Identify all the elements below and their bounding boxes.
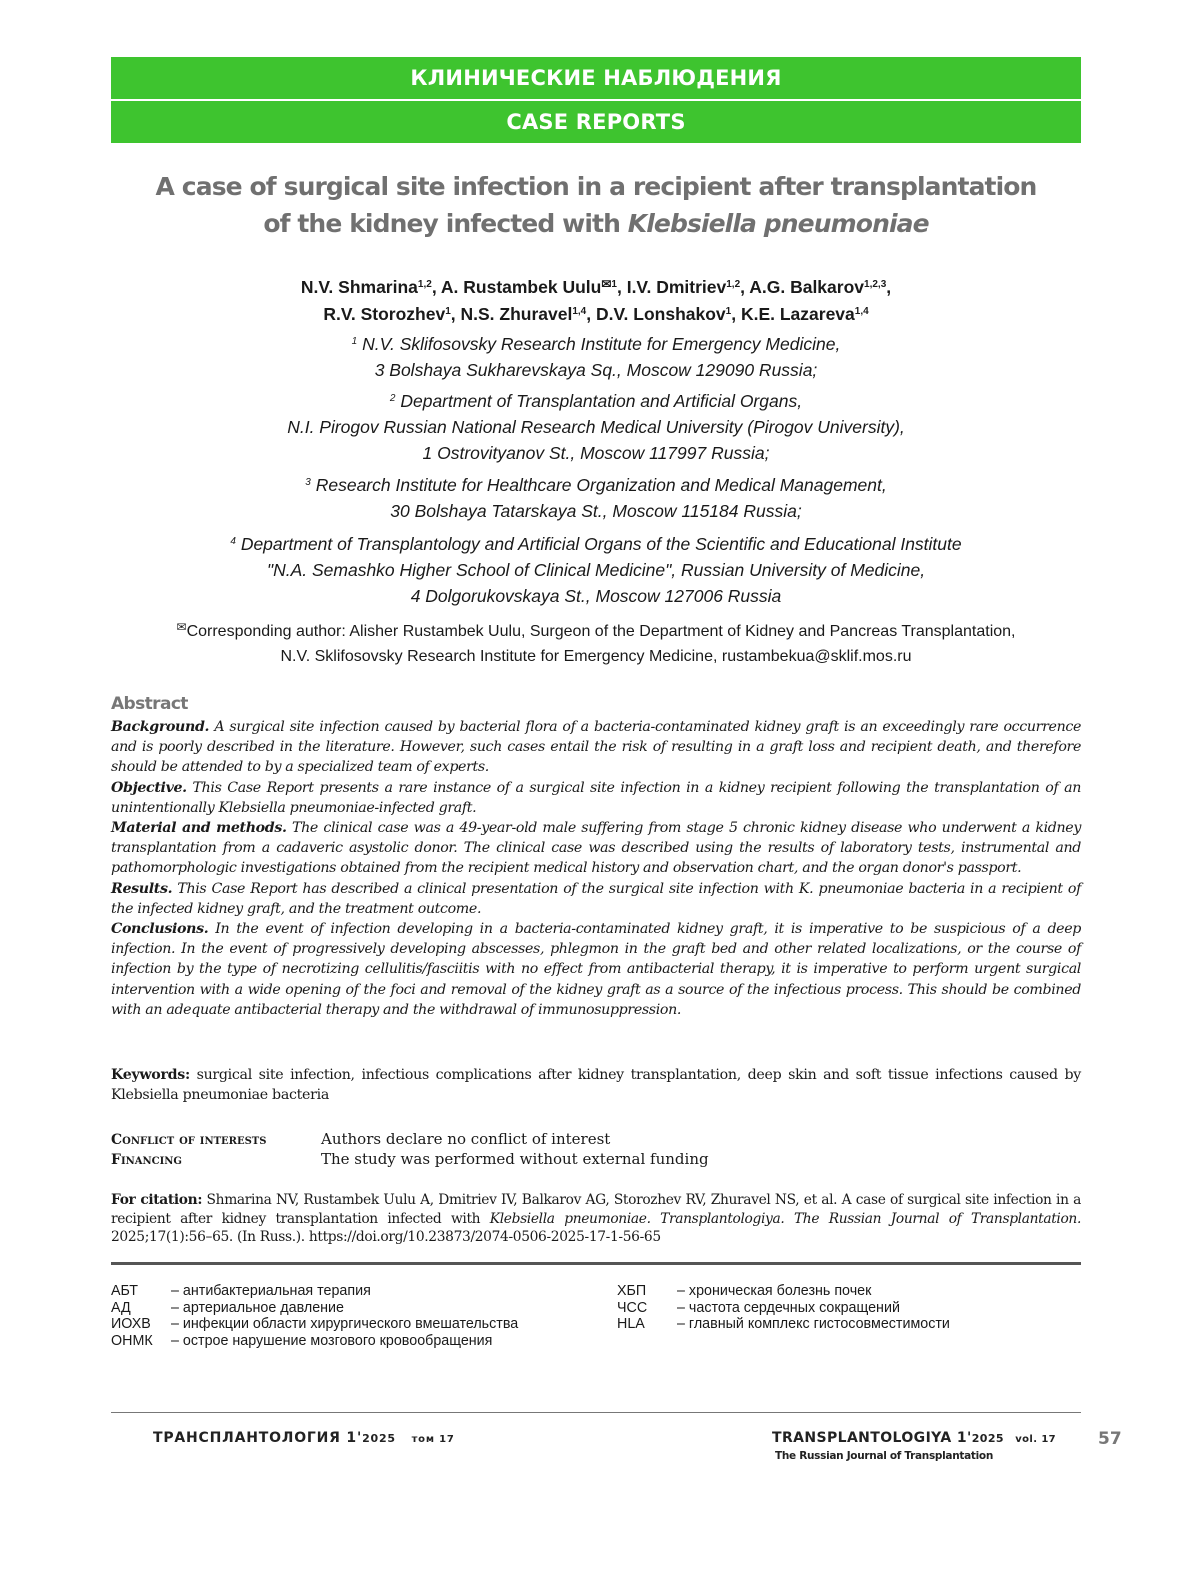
author-affiliation-ref: 1 xyxy=(445,306,451,317)
author: R.V. Storozhev xyxy=(323,304,446,324)
article-title xyxy=(111,168,1081,242)
abbreviation-row xyxy=(111,1300,518,1317)
abbreviation: ХБП xyxy=(617,1283,647,1299)
author: N.V. Shmarina xyxy=(300,277,418,297)
journal-name-en: TRANSPLANTOLOGIYA xyxy=(772,1430,952,1446)
title-organism: Klebsiella pneumoniae xyxy=(627,209,929,238)
affiliation-number: 1 xyxy=(351,336,358,347)
abbreviation-definition: – острое нарушение мозгового кровообращения xyxy=(171,1332,493,1349)
abbreviation: АБТ xyxy=(111,1283,139,1299)
abbreviation: ИОХВ xyxy=(111,1316,151,1332)
abstract-results xyxy=(111,879,1081,919)
issue-number: 1' xyxy=(346,1430,363,1446)
author-affiliation-ref: 1,2,3 xyxy=(864,279,887,290)
abstract-label: Conclusions. xyxy=(111,921,209,938)
author: A. Rustambek Uulu xyxy=(440,277,602,297)
issue-year: 2025 xyxy=(362,1432,396,1445)
author-affiliation-ref: 1,2 xyxy=(726,279,741,290)
conflict-of-interests xyxy=(111,1129,1081,1150)
citation-label: For citation: xyxy=(111,1192,203,1208)
affiliation-line: Department of Transplantation and Artificial Organs, xyxy=(400,391,803,411)
abbreviation-definition: – главный комплекс гистосовместимости xyxy=(677,1316,950,1332)
author: D.V. Lonshakov xyxy=(595,304,726,324)
abstract-background xyxy=(111,717,1081,778)
author: A.G. Balkarov xyxy=(749,277,865,297)
affiliation-line: 1 Ostrovityanov St., Moscow 117997 Russia; xyxy=(422,443,770,463)
conflict-value: Authors declare no conflict of interest xyxy=(321,1130,611,1148)
abbreviation-definition: – инфекции области хирургического вмешательства xyxy=(171,1316,519,1332)
author-list: N.V. Shmarina$^{1,2}$, A. Rustambek Uulu$^{✉1}$, I.V. Dmitriev$^{1,2}$, A.G. Balkarov$^{1,2,3}$, R.V. Storozhev$^1$, N.S. Zhuravel$^{1,4}$, D.V. Lonshakov$^1$, K.E. Lazareva$^{1,4}$ xyxy=(300,277,892,324)
envelope-icon: ✉ xyxy=(601,277,612,291)
journal-name-ru: ТРАНСПЛАНТОЛОГИЯ xyxy=(153,1430,341,1446)
affiliation-line: N.V. Sklifosovsky Research Institute for Emergency Medicine, xyxy=(362,334,841,354)
abbreviation-row xyxy=(111,1283,518,1300)
keywords-text: surgical site infection, infectious complications after kidney transplantation, deep skin and soft tissue infections caused by Klebsiella pneumoniae bacteria xyxy=(111,1067,1081,1103)
volume: том 17 xyxy=(411,1434,455,1445)
citation xyxy=(111,1191,1081,1247)
author-affiliation-ref: 1 xyxy=(611,279,617,290)
page-number: 57 xyxy=(1098,1429,1122,1449)
citation-text: Shmarina NV, Rustambek Uulu A, Dmitriev IV, Balkarov AG, Storozhev RV, Zhuravel NS, et al. A case of surgical site infection in a recipient after kidney transplantation infected with xyxy=(111,1192,1081,1227)
journal-subtitle: The Russian Journal of Transplantation xyxy=(775,1450,994,1462)
abbreviation-row xyxy=(617,1283,950,1300)
title-line-2-text: of the kidney infected with xyxy=(263,209,628,238)
affiliation-line: 4 Dolgorukovskaya St., Moscow 127006 Russia xyxy=(410,586,782,606)
title-line-1: A case of surgical site infection in a recipient after transplantation xyxy=(155,172,1037,201)
affiliation-4 xyxy=(111,531,1081,609)
abstract-text: This Case Report presents a rare instance of a surgical site infection in a kidney recipient following the transplantation of an unintentionally Klebsiella pneumoniae-infected graft. xyxy=(111,779,1081,816)
affiliation-3 xyxy=(111,472,1081,524)
affiliation-line: N.I. Pirogov Russian National Research Medical University (Pirogov University), xyxy=(287,417,905,437)
abstract-label: Background. xyxy=(111,719,210,735)
corresponding-author xyxy=(111,615,1081,669)
affiliation-number: 4 xyxy=(230,536,236,547)
abbreviation-row xyxy=(111,1316,518,1333)
financing xyxy=(111,1149,1081,1170)
section-banner-en: CASE REPORTS xyxy=(111,101,1081,143)
abbreviation-row xyxy=(111,1333,518,1350)
conflict-label: Conflict of interests xyxy=(111,1132,267,1148)
affiliation-line: Department of Transplantology and Artificial Organs of the Scientific and Educational Institute xyxy=(240,534,962,554)
abbreviation: АД xyxy=(111,1299,131,1316)
abbreviations-right xyxy=(617,1283,950,1333)
abstract-label: Material and methods. xyxy=(111,820,287,837)
section-banner-ru: КЛИНИЧЕСКИЕ НАБЛЮДЕНИЯ xyxy=(111,57,1081,99)
abstract-label: Results. xyxy=(111,880,173,897)
author-affiliation-ref: 1,4 xyxy=(854,306,869,317)
abbreviation-definition: – частота сердечных сокращений xyxy=(677,1299,900,1316)
abbreviation: ОНМК xyxy=(111,1332,153,1349)
author: I.V. Dmitriev xyxy=(626,277,727,297)
financing-label: Financing xyxy=(111,1152,182,1168)
title-line-2 xyxy=(111,205,1081,242)
issue-year: 2025 xyxy=(971,1432,1004,1445)
envelope-icon: ✉ xyxy=(176,620,187,634)
affiliation-2 xyxy=(111,388,1081,466)
author: K.E. Lazareva xyxy=(740,304,855,324)
abstract-label: Objective. xyxy=(111,779,187,796)
citation-doi: 2025;17(1):56–65. (In Russ.). https://doi.org/10.23873/2074-0506-2025-17-1-56-65 xyxy=(111,1229,661,1245)
abstract-heading: Abstract xyxy=(111,694,188,714)
volume: vol. 17 xyxy=(1015,1434,1057,1445)
footer-journal-en xyxy=(772,1430,1056,1446)
abstract-text: The clinical case was a 49-year-old male suffering from stage 5 chronic kidney disease who underwent a kidney transplantation from a cadaveric asystolic donor. The clinical case was described using the results of laboratory tests, instrumental and pathomorphologic investigations obtained from the recipient medical history and observation chart, and the organ donor's passport. xyxy=(111,820,1081,877)
keywords-label: Keywords: xyxy=(111,1067,190,1083)
abbreviation-definition: – хроническая болезнь почек xyxy=(677,1283,872,1299)
affiliation-line: 3 Bolshaya Sukharevskaya Sq., Moscow 129090 Russia; xyxy=(374,360,818,380)
abbreviation-row xyxy=(617,1300,950,1317)
abstract-methods xyxy=(111,818,1081,879)
financing-value: The study was performed without external funding xyxy=(321,1150,709,1168)
abstract-text: This Case Report has described a clinical presentation of the surgical site infection with K. pneumoniae bacteria in a recipient of the infected kidney graft, and the treatment outcome. xyxy=(111,880,1081,917)
abbreviation-row xyxy=(617,1316,950,1333)
abstract-objective xyxy=(111,778,1081,818)
abbreviation: ЧСС xyxy=(617,1299,648,1316)
abstract-body xyxy=(111,717,1081,1020)
citation-journal: Klebsiella pneumoniae. Transplantologiya. The Russian Journal of Transplantation. xyxy=(489,1210,1081,1227)
affiliation-line: Research Institute for Healthcare Organization and Medical Management, xyxy=(315,475,887,495)
affiliation-number: 3 xyxy=(305,477,311,488)
abbreviation-definition: – артериальное давление xyxy=(171,1299,344,1316)
affiliation-number: 2 xyxy=(389,393,396,404)
footer-journal-ru xyxy=(153,1430,455,1446)
keywords xyxy=(111,1065,1081,1105)
abbreviation: HLA xyxy=(617,1316,645,1332)
affiliation-line: "N.A. Semashko Higher School of Clinical Medicine", Russian University of Medicine, xyxy=(266,560,926,580)
corresponding-line: N.V. Sklifosovsky Research Institute for Emergency Medicine, rustambekua@sklif.mos.ru xyxy=(280,648,912,665)
abstract-text: A surgical site infection caused by bacterial flora of a bacteria-contaminated kidney graft is an exceedingly rare occurrence and is poorly described in the literature. However, such cases entail the risk of resulting in a graft loss and recipient death, and therefore should be attended to by a specialized team of experts. xyxy=(111,719,1081,776)
issue-number: 1' xyxy=(956,1430,972,1446)
author: N.S. Zhuravel xyxy=(460,304,573,324)
author-affiliation-ref: 1 xyxy=(725,306,732,317)
corresponding-line: Corresponding author: Alisher Rustambek Uulu, Surgeon of the Department of Kidney and Pancreas Transplantation, xyxy=(186,623,1016,640)
abbreviations-left xyxy=(111,1283,518,1349)
affiliation-1 xyxy=(111,331,1081,383)
abstract-text: In the event of infection developing in a bacteria-contaminated kidney graft, it is imperative to be suspicious of a deep infection. In the event of progressively developing abscesses, phlegmon in the graft bed and other related localizations, or the course of infection by the type of necrotizing cellulitis/fasciitis with no effect from antibacterial therapy, it is imperative to perform urgent surgical intervention with a wide opening of the foci and removal of the kidney graft as a source of the infectious process. This should be combined with an adequate antibacterial therapy and the withdrawal of immunosuppression. xyxy=(111,921,1081,1018)
footer-divider xyxy=(111,1412,1081,1413)
abstract-conclusions xyxy=(111,919,1081,1020)
affiliation-line: 30 Bolshaya Tatarskaya St., Moscow 115184 Russia; xyxy=(390,501,802,521)
divider xyxy=(111,1262,1081,1265)
author-affiliation-ref: 1,4 xyxy=(572,306,587,317)
author-affiliation-ref: 1,2 xyxy=(417,279,432,290)
abbreviation-definition: – антибактериальная терапия xyxy=(171,1283,371,1299)
